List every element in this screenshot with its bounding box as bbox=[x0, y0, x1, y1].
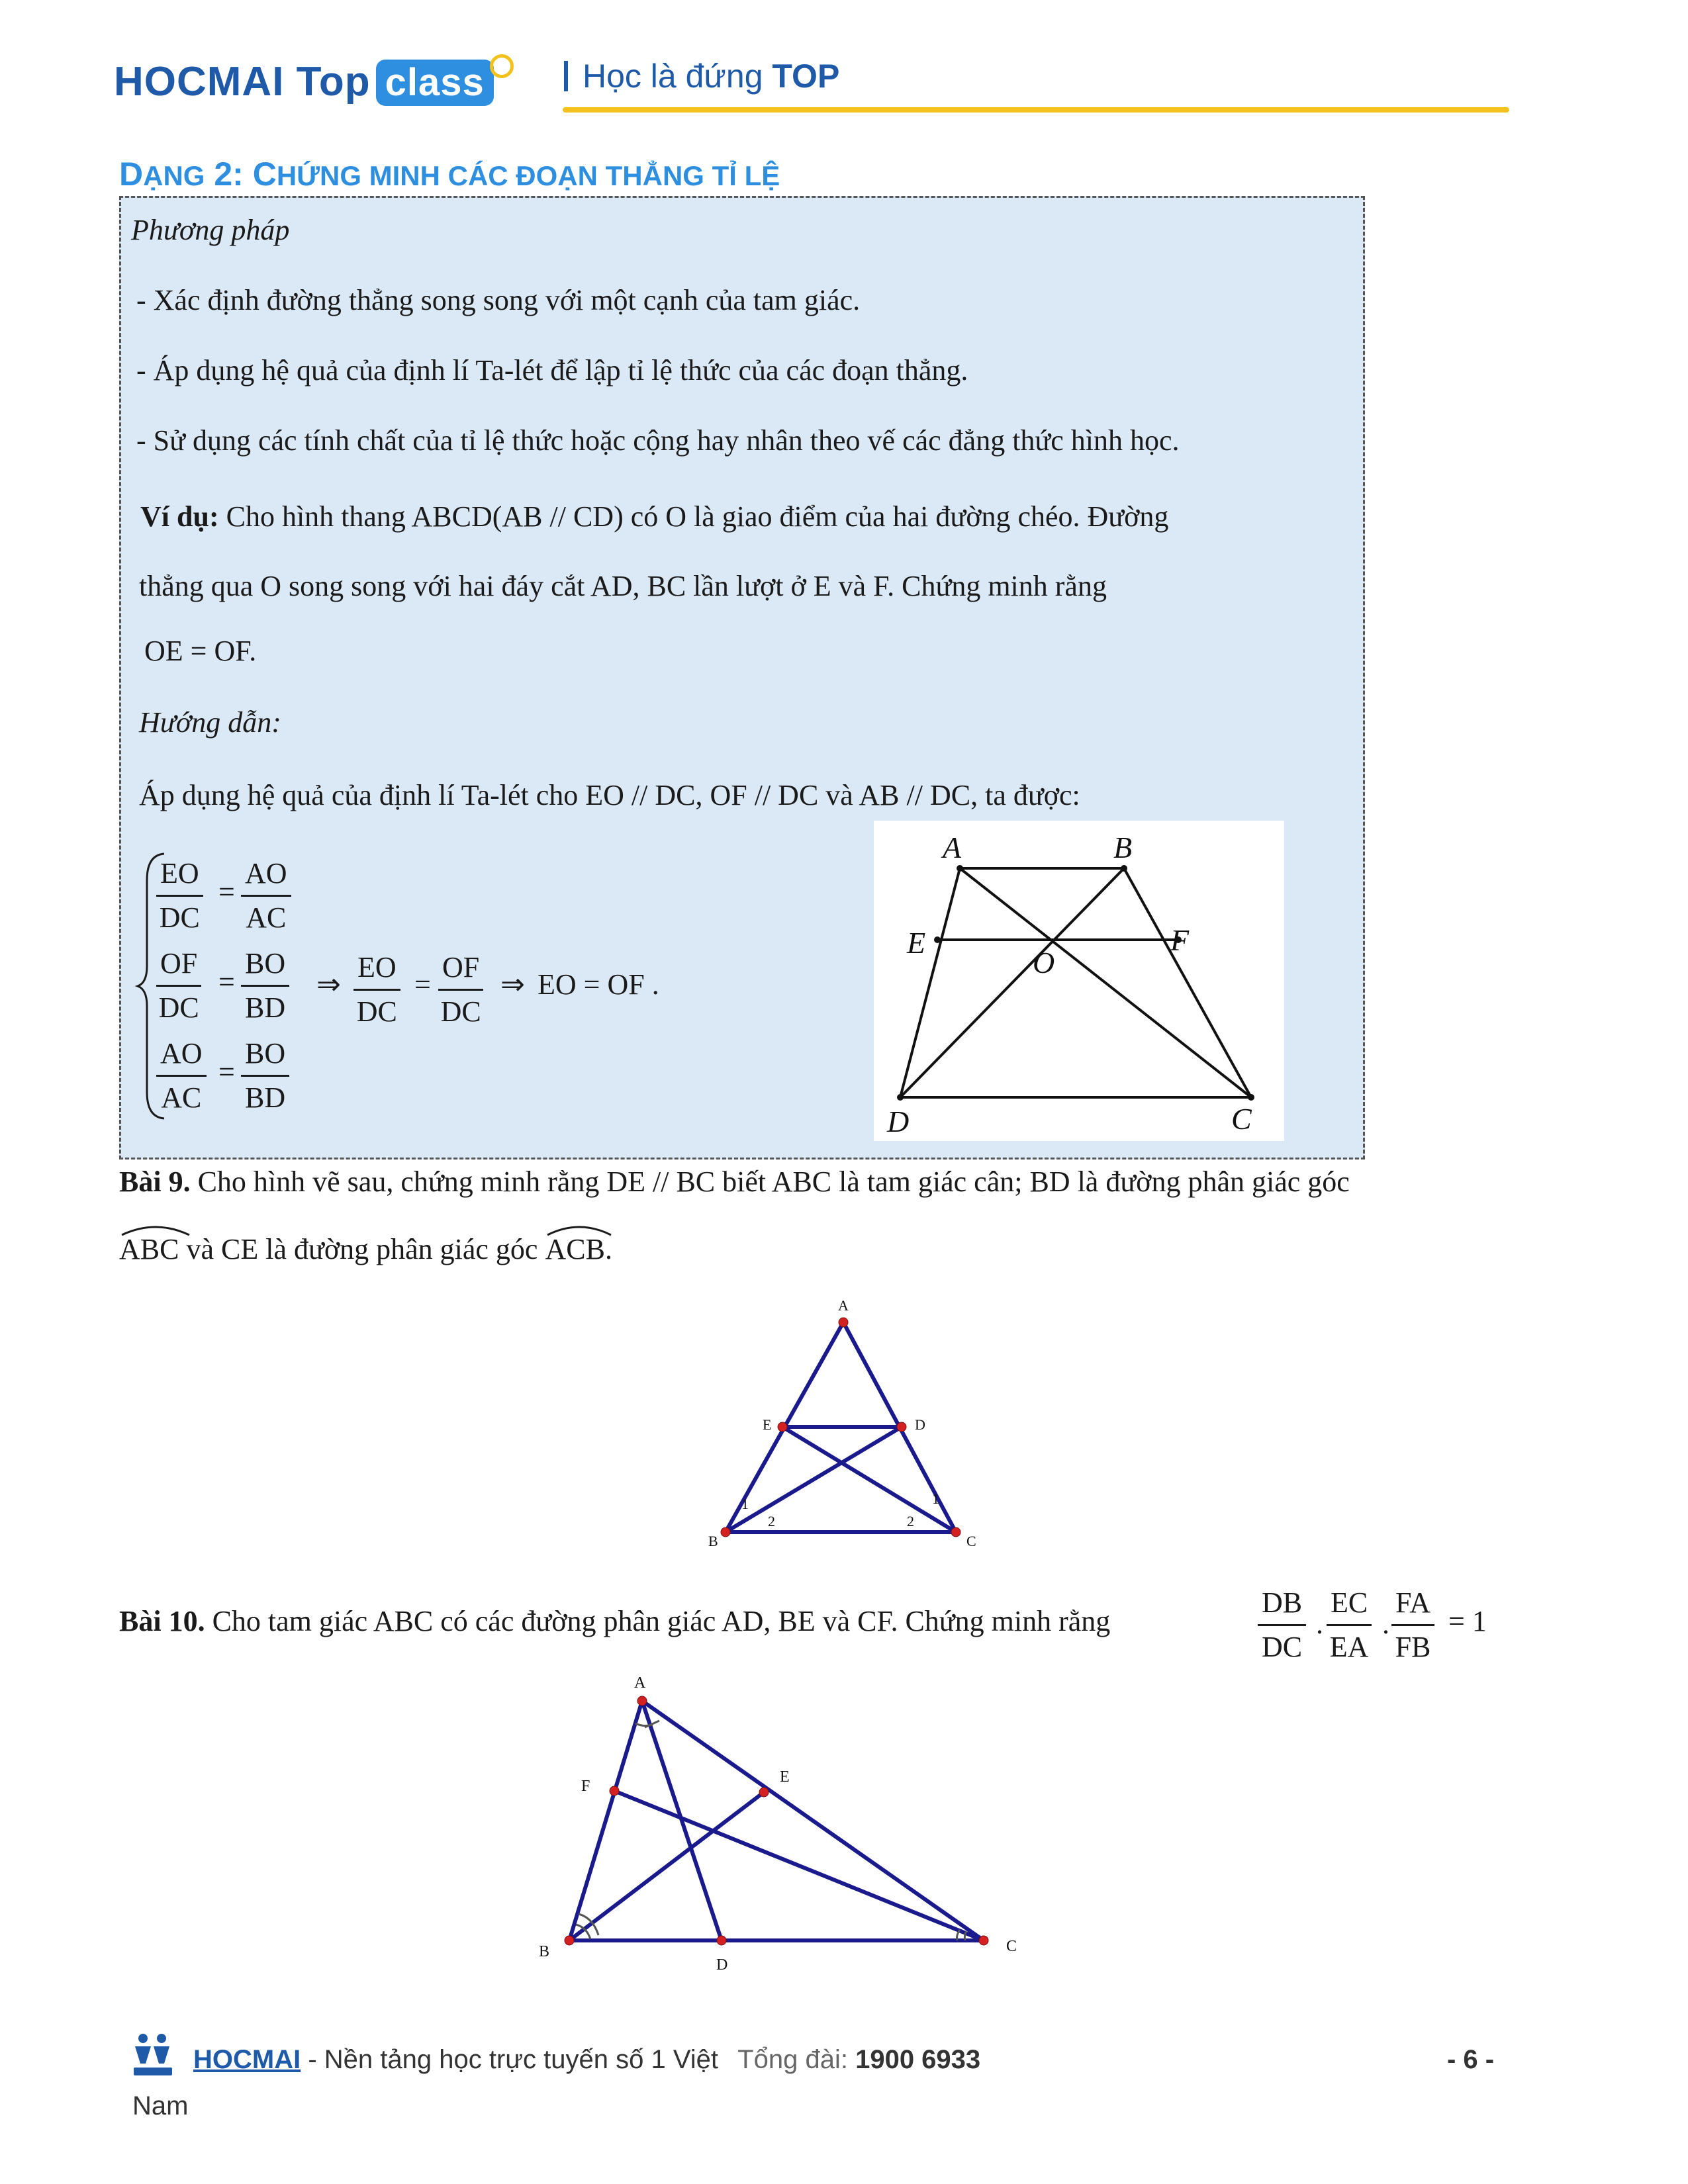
sys-1-right bbox=[241, 852, 291, 939]
edge-ac bbox=[642, 1701, 984, 1940]
result-right bbox=[438, 946, 483, 1033]
example-text-1: Cho hình thang ABCD(AB // CD) có O là giao điểm của hai đường chéo. Đường bbox=[218, 500, 1169, 533]
bai9-line-2 bbox=[119, 1232, 612, 1266]
example-line-2: thẳng qua O song song với hai đáy cắt AD, BC lần lượt ở E và F. Chứng minh rằng bbox=[139, 570, 1107, 602]
method-step-3: - Sử dụng các tính chất của tỉ lệ thức hoặc cộng hay nhân theo vế các đẳng thức hình học. bbox=[136, 424, 1180, 457]
implies-2: ⇒ bbox=[500, 968, 525, 1001]
bai9-label: Bài 9. bbox=[119, 1165, 191, 1198]
label-angle-b1: 1 bbox=[741, 1496, 749, 1512]
label-a: A bbox=[634, 1674, 646, 1692]
point-c bbox=[1248, 1094, 1254, 1101]
point-e bbox=[778, 1422, 787, 1432]
page-number: - 6 - bbox=[1447, 2045, 1495, 2074]
footer-line bbox=[193, 2045, 980, 2075]
example-label: Ví dụ: bbox=[140, 500, 219, 533]
tagline-divider bbox=[564, 61, 568, 91]
footer-desc: - Nền tảng học trực tuyến số 1 Việt bbox=[301, 2045, 719, 2074]
sun-icon bbox=[490, 54, 514, 78]
sys-2-n1: OF bbox=[156, 942, 201, 987]
implies-1: ⇒ bbox=[316, 968, 341, 1001]
guide-line: Áp dụng hệ quả của định lí Ta-lét cho EO // DC, OF // DC và AB // DC, ta được: bbox=[139, 779, 1080, 811]
label-angle-b2: 2 bbox=[768, 1513, 775, 1529]
section-title-b: ẠNG bbox=[143, 160, 205, 191]
sys-2-left bbox=[156, 942, 201, 1029]
point-a bbox=[637, 1696, 647, 1706]
label-e: E bbox=[907, 926, 926, 960]
tagline bbox=[564, 57, 839, 95]
bai9-text-1: Cho hình vẽ sau, chứng minh rằng DE // BC biết ABC là tam giác cân; BD là đường phân giác góc bbox=[190, 1165, 1350, 1198]
label-e: E bbox=[763, 1416, 772, 1433]
method-step-1: - Xác định đường thẳng song song với một cạnh của tam giác. bbox=[136, 284, 861, 316]
edge-ab bbox=[569, 1701, 642, 1940]
label-f: F bbox=[1170, 923, 1190, 957]
bai10-frac-3-n: FA bbox=[1391, 1582, 1434, 1626]
label-c: C bbox=[966, 1533, 976, 1549]
point-b bbox=[1121, 865, 1127, 872]
hocmai-footer-icon bbox=[131, 2032, 175, 2079]
tagline-bold: TOP bbox=[772, 58, 840, 95]
bai9-angle-1 bbox=[119, 1232, 179, 1266]
label-b: B bbox=[708, 1533, 718, 1549]
sys-3-d1: AC bbox=[161, 1081, 202, 1114]
section-title-d: HỨNG MINH CÁC ĐOẠN THẲNG TỈ LỆ bbox=[276, 160, 780, 191]
result-eq: = bbox=[414, 968, 431, 1001]
arc-icon bbox=[545, 1223, 614, 1238]
bai10-rhs: = 1 bbox=[1448, 1605, 1487, 1637]
point-e bbox=[759, 1788, 769, 1797]
point-a bbox=[957, 865, 963, 872]
bai9-angle-2-text: ACB bbox=[545, 1233, 605, 1265]
label-a: A bbox=[943, 831, 962, 864]
sys-3-left bbox=[156, 1032, 207, 1119]
brand-class-pill: class bbox=[376, 60, 494, 106]
footer-hotline-label: Tổng đài: bbox=[737, 2045, 848, 2074]
result-left bbox=[353, 946, 400, 1033]
bai10-figure bbox=[530, 1668, 1046, 1972]
arc-icon bbox=[119, 1223, 192, 1238]
bai10-dot-1: . bbox=[1316, 1608, 1323, 1640]
label-b: B bbox=[1113, 831, 1133, 864]
bai10-dot-2: . bbox=[1382, 1608, 1389, 1640]
bisector-bd bbox=[726, 1427, 902, 1532]
bai9-text-3: . bbox=[604, 1233, 612, 1265]
result-n1: EO bbox=[353, 946, 400, 991]
bai9-text-2: và CE là đường phân giác góc bbox=[179, 1233, 545, 1265]
sys-2-d1: DC bbox=[158, 991, 199, 1024]
bai10-frac-2 bbox=[1327, 1582, 1372, 1668]
label-d: D bbox=[915, 1416, 925, 1433]
trapezoid-figure bbox=[874, 821, 1284, 1141]
bai10-frac-1 bbox=[1258, 1582, 1306, 1668]
label-b: B bbox=[539, 1943, 550, 1960]
footer-wrap: Nam bbox=[132, 2091, 189, 2120]
label-f: F bbox=[581, 1778, 590, 1795]
tagline-prefix: Học là đứng bbox=[583, 58, 763, 95]
bai9-figure bbox=[688, 1291, 1006, 1549]
point-d bbox=[897, 1422, 906, 1432]
point-a bbox=[839, 1318, 848, 1327]
label-o: O bbox=[1033, 946, 1055, 979]
point-d bbox=[717, 1936, 726, 1945]
sys-1-n2: AO bbox=[241, 852, 291, 897]
brand-text: HOCMAI Top bbox=[114, 59, 371, 105]
sys-3-right bbox=[241, 1032, 289, 1119]
guide-heading: Hướng dẫn: bbox=[139, 706, 281, 739]
label-c: C bbox=[1231, 1102, 1252, 1136]
sys-3-n1: AO bbox=[156, 1032, 207, 1077]
point-e bbox=[934, 936, 941, 943]
label-angle-c2: 2 bbox=[907, 1513, 914, 1529]
sys-2-d2: BD bbox=[245, 991, 286, 1024]
bisector-be bbox=[569, 1792, 764, 1940]
sys-3-eq: = bbox=[218, 1056, 235, 1088]
example-line-3: OE = OF. bbox=[144, 635, 257, 667]
sys-2-n2: BO bbox=[241, 942, 289, 987]
point-c bbox=[979, 1936, 988, 1945]
example-line-1 bbox=[140, 500, 1168, 533]
result-d2: DC bbox=[440, 995, 481, 1028]
label-c: C bbox=[1006, 1938, 1017, 1955]
point-b bbox=[721, 1527, 730, 1537]
footer-hotline: 1900 6933 bbox=[855, 2045, 981, 2074]
sys-1-d1: DC bbox=[159, 901, 200, 934]
sys-3-d2: BD bbox=[245, 1081, 286, 1114]
bai9-line-1 bbox=[119, 1165, 1350, 1199]
bai10-line bbox=[119, 1604, 1110, 1638]
result-d1: DC bbox=[356, 995, 397, 1028]
sys-1-eq: = bbox=[218, 876, 235, 908]
footer-brand-link[interactable]: HOCMAI bbox=[193, 2045, 301, 2074]
section-title-c: 2: C bbox=[205, 156, 277, 193]
bai9-angle-2 bbox=[545, 1232, 604, 1266]
label-a: A bbox=[838, 1297, 849, 1314]
sys-1-left bbox=[156, 852, 203, 939]
bisector-ad bbox=[642, 1701, 722, 1940]
sys-1-d2: AC bbox=[246, 901, 287, 934]
sys-2-right bbox=[241, 942, 289, 1029]
point-d bbox=[897, 1094, 904, 1101]
brand-logo bbox=[114, 58, 514, 106]
sys-1-n1: EO bbox=[156, 852, 203, 897]
sys-3-n2: BO bbox=[241, 1032, 289, 1077]
result-n2: OF bbox=[438, 946, 483, 991]
bai10-text: Cho tam giác ABC có các đường phân giác AD, BE và CF. Chứng minh rằng bbox=[205, 1605, 1111, 1637]
point-b bbox=[565, 1936, 574, 1945]
label-d: D bbox=[716, 1956, 728, 1972]
bai10-frac-3 bbox=[1391, 1582, 1434, 1668]
section-title-a: D bbox=[119, 156, 144, 193]
sys-2-eq: = bbox=[218, 966, 235, 998]
method-heading: Phương pháp bbox=[131, 214, 290, 246]
bai10-frac-2-d: EA bbox=[1329, 1631, 1369, 1663]
point-f bbox=[610, 1786, 619, 1796]
bai10-frac-1-d: DC bbox=[1262, 1631, 1303, 1663]
bai10-frac-1-n: DB bbox=[1258, 1582, 1306, 1626]
label-d: D bbox=[887, 1105, 910, 1138]
bai10-label: Bài 10. bbox=[119, 1605, 205, 1637]
conclusion: EO = OF . bbox=[538, 968, 659, 1001]
label-angle-c1: 1 bbox=[932, 1490, 939, 1507]
label-e: E bbox=[780, 1768, 790, 1786]
header-rule bbox=[563, 107, 1509, 113]
point-c bbox=[951, 1527, 961, 1537]
bai9-angle-1-text: ABC bbox=[119, 1233, 179, 1265]
bai10-frac-2-n: EC bbox=[1327, 1582, 1372, 1626]
bai10-frac-3-d: FB bbox=[1395, 1631, 1431, 1663]
section-title bbox=[119, 155, 780, 193]
method-step-2: - Áp dụng hệ quả của định lí Ta-lét để lập tỉ lệ thức của các đoạn thẳng. bbox=[136, 354, 968, 387]
